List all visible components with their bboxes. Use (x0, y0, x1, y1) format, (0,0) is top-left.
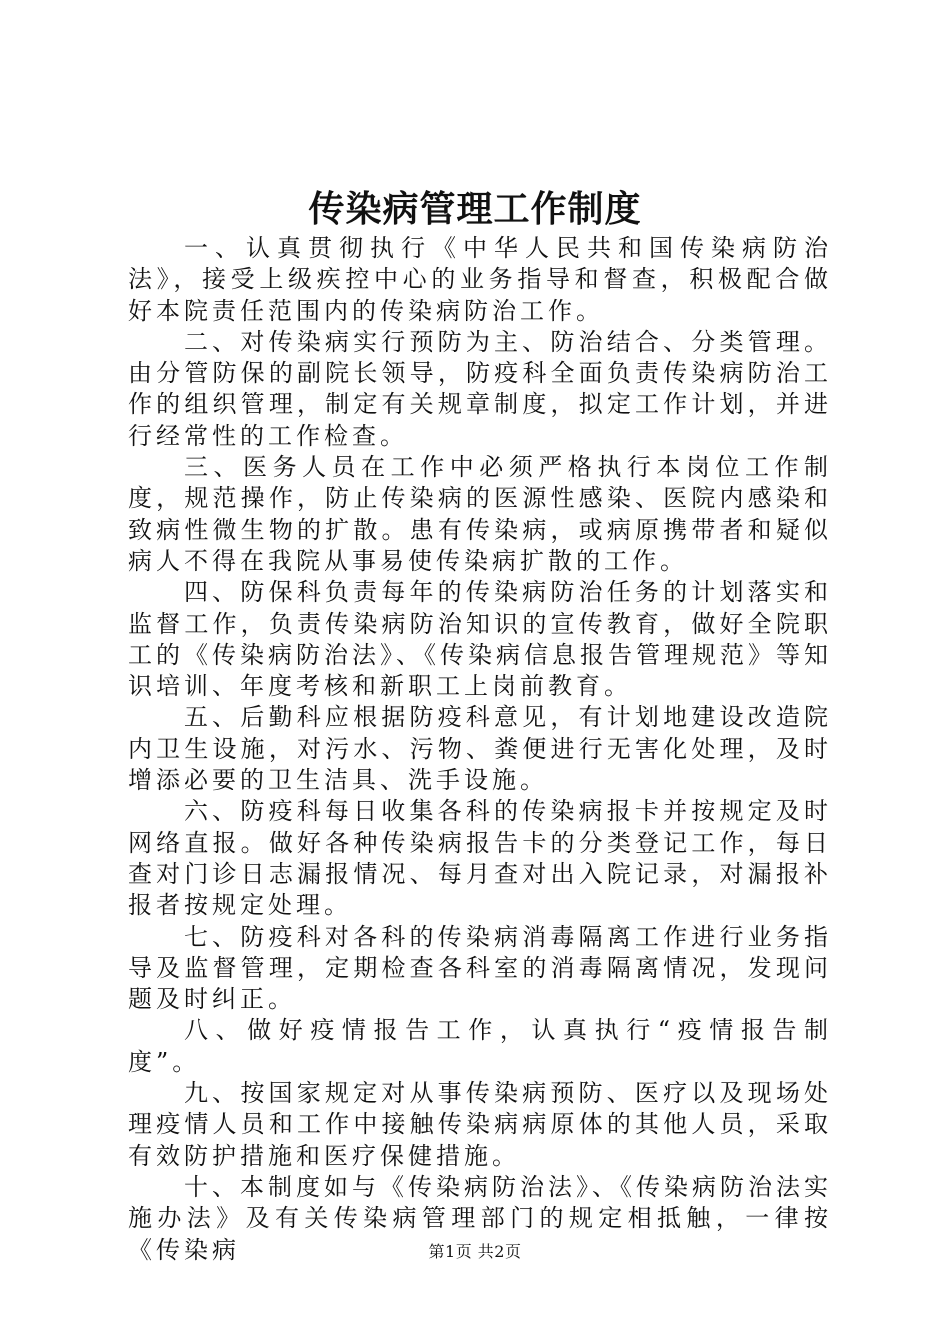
paragraph-4: 四、防保科负责每年的传染病防治任务的计划落实和监督工作，负责传染病防治知识的宣传教育，做好全院职工的《传染病防治法》、《传染病信息报告管理规范》等知识培训、年度考核和新职工上岗前教育。 (128, 578, 832, 701)
paragraph-10: 十、本制度如与《传染病防治法》、《传染病防治法实施办法》及有关传染病管理部门的规定相抵触，一律按《传染病 (128, 1172, 832, 1264)
paragraph-8: 八、做好疫情报告工作，认真执行“疫情报告制度”。 (128, 1016, 832, 1076)
paragraph-6: 六、防疫科每日收集各科的传染病报卡并按规定及时网络直报。做好各种传染病报告卡的分类登记工作，每日查对门诊日志漏报情况、每月查对出入院记录，对漏报补报者按规定处理。 (128, 797, 832, 920)
paragraph-1: 一、认真贯彻执行《中华人民共和国传染病防治法》，接受上级疾控中心的业务指导和督查，积极配合做好本院责任范围内的传染病防治工作。 (128, 234, 832, 325)
document-body (128, 233, 832, 1266)
page-footer: 第1页 共2页 (428, 1242, 522, 1261)
paragraph-7: 七、防疫科对各科的传染病消毒隔离工作进行业务指导及监督管理，定期检查各科室的消毒隔离情况，发现问题及时纠正。 (128, 922, 832, 1014)
paragraph-2: 二、对传染病实行预防为主、防治结合、分类管理。由分管防保的副院长领导，防疫科全面负责传染病防治工作的组织管理，制定有关规章制度，拟定工作计划，并进行经常性的工作检查。 (128, 327, 832, 450)
paragraph-9: 九、按国家规定对从事传染病预防、医疗以及现场处理疫情人员和工作中接触传染病病原体的其他人员，采取有效防护措施和医疗保健措施。 (128, 1079, 832, 1170)
paragraph-5: 五、后勤科应根据防疫科意见，有计划地建设改造院内卫生设施，对污水、污物、粪便进行无害化处理，及时增添必要的卫生洁具、洗手设施。 (128, 703, 832, 795)
paragraph-3: 三、医务人员在工作中必须严格执行本岗位工作制度，规范操作，防止传染病的医源性感染、医院内感染和致病性微生物的扩散。患有传染病，或病原携带者和疑似病人不得在我院从事易使传染病扩散的工作。 (128, 453, 832, 575)
document-title: 传染病管理工作制度 (308, 188, 642, 230)
